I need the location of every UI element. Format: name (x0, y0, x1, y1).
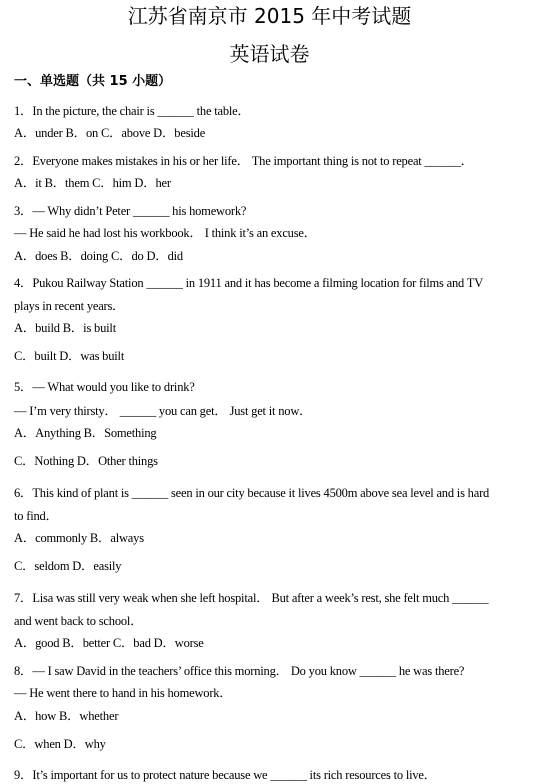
question-8-options-2: C．when D．why (14, 737, 106, 751)
question-6-options-1: A．commonly B．always (14, 531, 144, 545)
question-7-options-1: A．good B．better C．bad D．worse (14, 636, 204, 650)
question-5-options-1: A．Anything B．Something (14, 426, 157, 440)
question-2-options-1: A．it B．them C．him D．her (14, 176, 171, 190)
question-6-options-2: C．seldom D．easily (14, 559, 122, 573)
question-6-line-1: 6．This kind of plant is ______ seen in our city because it lives 4500m above sea level and is hard (14, 486, 490, 500)
question-6-line-2: to find． (14, 509, 58, 523)
question-4-options-2: C．built D．was built (14, 349, 125, 363)
question-7-line-2: and went back to school． (14, 614, 143, 628)
question-8-options-1: A．how B．whether (14, 709, 119, 723)
question-5-options-2: C．Nothing D．Other things (14, 454, 158, 468)
question-3-line-1: 3．— Why didn’t Peter ______ his homework? (14, 204, 247, 218)
question-8-line-2: — He went there to hand in his homework． (14, 686, 232, 700)
page-title: 江苏省南京市 2015 年中考试题 (127, 4, 412, 28)
question-5-line-2: — I’m very thirsty． ______ you can get． Just get it now． (14, 404, 312, 418)
question-3-options-1: A．does B．doing C．do D．did (14, 249, 183, 263)
question-4-options-1: A．build B．is built (14, 321, 116, 335)
question-7-line-1: 7．Lisa was still very weak when she left hospital． But after a week’s rest, she felt much ______ (14, 591, 489, 605)
question-2-line-1: 2．Everyone makes mistakes in his or her life． The important thing is not to repeat ______． (14, 154, 474, 168)
page-subtitle: 英语试卷 (229, 42, 310, 66)
question-4-line-1: 4．Pukou Railway Station ______ in 1911 and it has become a filming location for films and TV (14, 276, 484, 290)
question-3-line-2: — He said he had lost his workbook． I think it’s an excuse． (14, 226, 317, 240)
question-8-line-1: 8．— I saw David in the teachers’ office this morning． Do you know ______ he was there? (14, 664, 465, 678)
question-9-line-1: 9．It’s important for us to protect nature because we ______ its rich resources to live． (14, 768, 437, 782)
section-heading: 一、单选题（共 15 小题） (14, 74, 172, 89)
question-5-line-1: 5．— What would you like to drink? (14, 380, 195, 394)
question-1-line-1: 1．In the picture, the chair is ______ the table． (14, 104, 250, 118)
question-4-line-2: plays in recent years． (14, 299, 125, 313)
question-1-options-1: A．under B．on C．above D．beside (14, 126, 206, 140)
